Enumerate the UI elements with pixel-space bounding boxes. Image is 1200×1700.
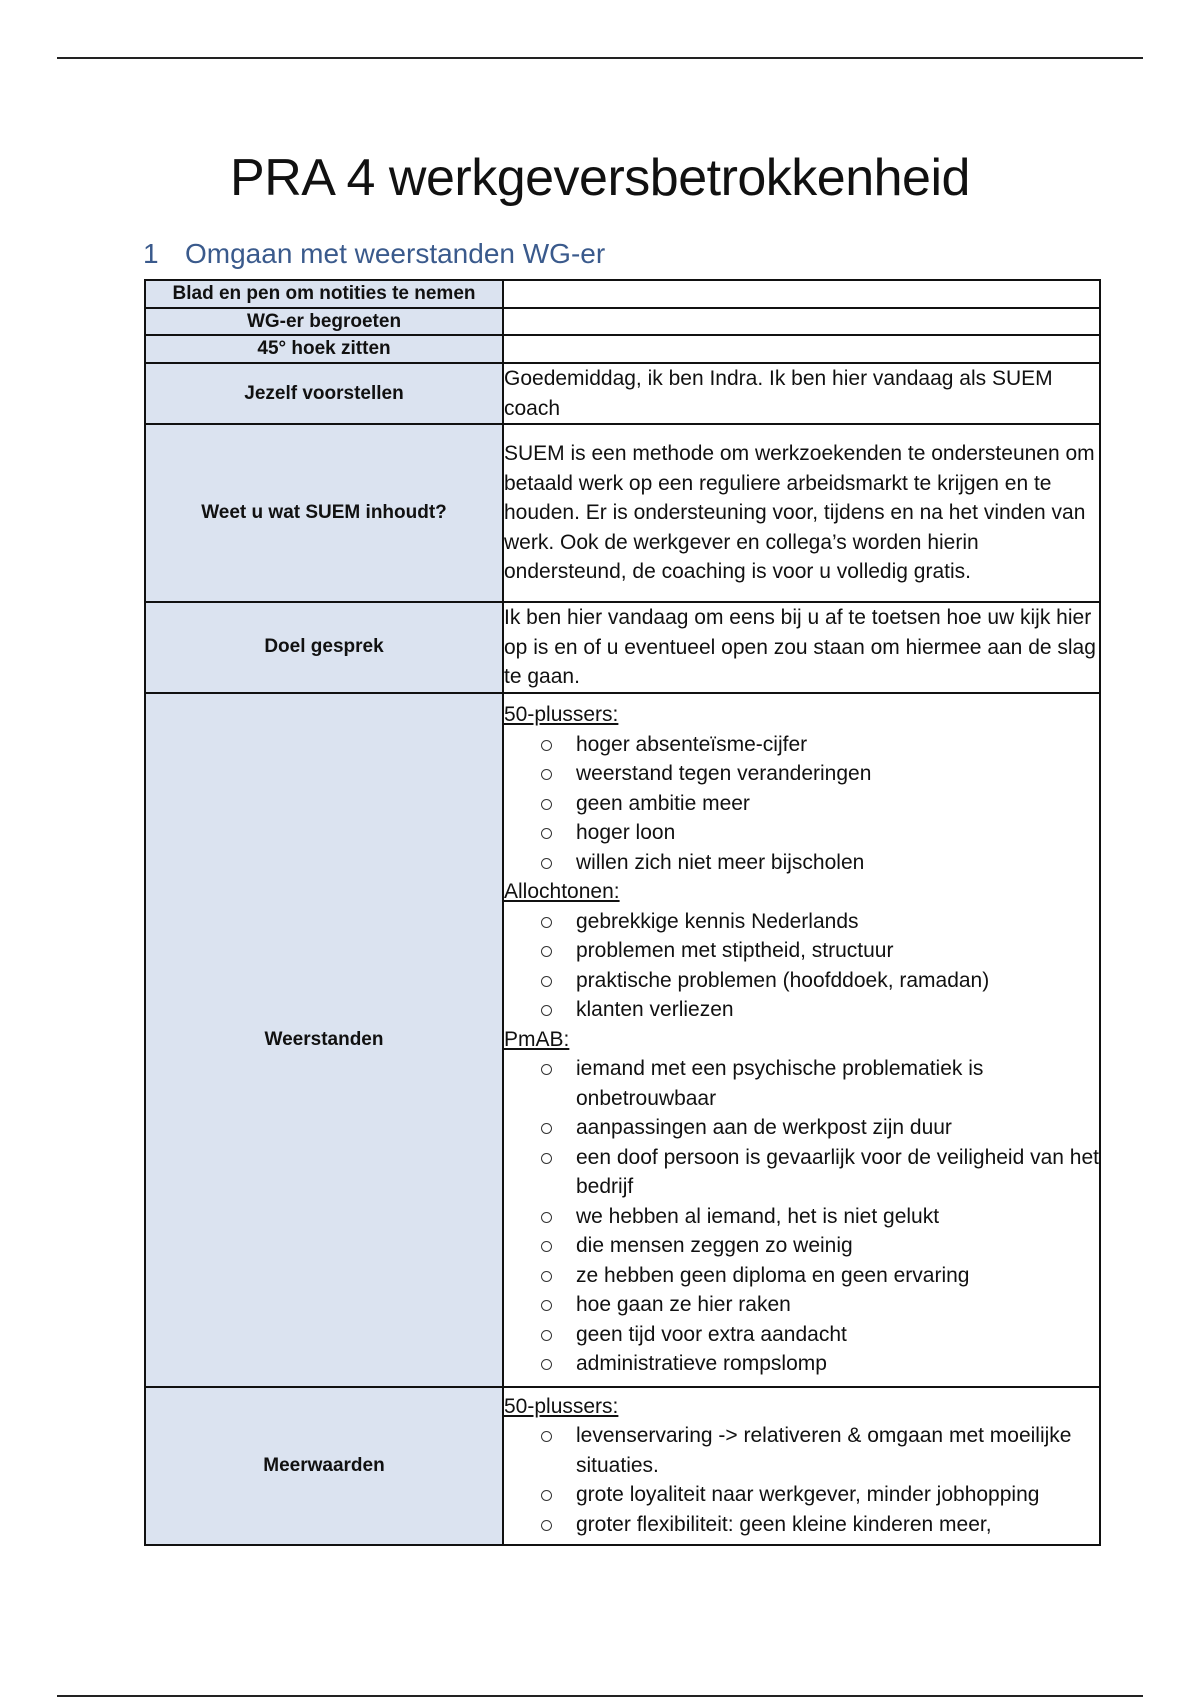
- circle-bullet-icon: [541, 1212, 552, 1223]
- row-value: [503, 693, 1100, 1387]
- circle-bullet-icon: [541, 1005, 552, 1016]
- table-row: [145, 1387, 1100, 1545]
- list-item-text: grote loyaliteit naar werkgever, minder jobhopping: [576, 1483, 1040, 1507]
- list-item: [541, 848, 1099, 878]
- row-value: [503, 308, 1100, 335]
- list-item: [541, 1349, 1099, 1379]
- list-item: [541, 730, 1099, 760]
- circle-bullet-icon: [541, 946, 552, 957]
- table-row: [145, 308, 1100, 335]
- group-heading: PmAB:: [504, 1027, 570, 1051]
- circle-bullet-icon: [541, 1064, 552, 1075]
- list-item: [541, 995, 1099, 1025]
- list-item-text: weerstand tegen veranderingen: [576, 762, 872, 786]
- section-number: 1: [143, 238, 159, 269]
- list-item-text: hoger absenteïsme-cijfer: [576, 732, 808, 756]
- group-heading: 50-plussers:: [504, 1394, 619, 1418]
- list-item: [541, 1510, 1099, 1540]
- bullet-list: [504, 1054, 1099, 1379]
- table-row: [145, 280, 1100, 308]
- circle-bullet-icon: [541, 1241, 552, 1252]
- circle-bullet-icon: [541, 1431, 552, 1442]
- list-item: [541, 1143, 1099, 1202]
- circle-bullet-icon: [541, 976, 552, 987]
- list-item-text: aanpassingen aan de werkpost zijn duur: [576, 1116, 952, 1140]
- circle-bullet-icon: [541, 1271, 552, 1282]
- list-item-text: willen zich niet meer bijscholen: [576, 850, 865, 874]
- section-heading: [143, 238, 605, 270]
- list-item-text: levenservaring -> relativeren & omgaan met moeilijke situaties.: [576, 1424, 1072, 1477]
- circle-bullet-icon: [541, 1300, 552, 1311]
- bullet-list: [504, 730, 1099, 878]
- page-title: PRA 4 werkgeversbetrokkenheid: [230, 149, 970, 207]
- list-item: [541, 1054, 1099, 1113]
- circle-bullet-icon: [541, 1520, 552, 1531]
- list-item: [541, 759, 1099, 789]
- list-item: [541, 966, 1099, 996]
- list-item-text: we hebben al iemand, het is niet gelukt: [576, 1204, 940, 1228]
- checklist-table: [144, 279, 1101, 1546]
- row-text: Ik ben hier vandaag om eens bij u af te toetsen hoe uw kijk hier op is en of u eventueel open zou staan om hiermee aan de slag te gaan.: [504, 606, 1096, 688]
- circle-bullet-icon: [541, 1123, 552, 1134]
- list-item-text: geen ambitie meer: [576, 791, 750, 815]
- list-item: [541, 1202, 1099, 1232]
- row-label: Meerwaarden: [145, 1387, 503, 1545]
- row-label: Doel gesprek: [145, 602, 503, 693]
- list-item: [541, 789, 1099, 819]
- row-text: SUEM is een methode om werkzoekenden te ondersteunen om betaald werk op een reguliere arbeidsmarkt te krijgen en te houden. Er is ondersteuning voor, tijdens en na het vinden van werk. Ook de werkgever en collega’s worden hierin ondersteund, de coaching is voor u volledig gratis.: [504, 442, 1095, 584]
- row-value: [503, 335, 1100, 363]
- circle-bullet-icon: [541, 740, 552, 751]
- row-text: Goedemiddag, ik ben Indra. Ik ben hier vandaag als SUEM coach: [504, 367, 1053, 420]
- circle-bullet-icon: [541, 1490, 552, 1501]
- row-value: [503, 602, 1100, 693]
- list-item: [541, 1421, 1099, 1480]
- list-item: [541, 1113, 1099, 1143]
- circle-bullet-icon: [541, 1330, 552, 1341]
- circle-bullet-icon: [541, 1359, 552, 1370]
- row-label: Jezelf voorstellen: [145, 363, 503, 424]
- bullet-list: [504, 907, 1099, 1025]
- list-item-text: die mensen zeggen zo weinig: [576, 1234, 853, 1258]
- row-value: [503, 1387, 1100, 1545]
- list-item-text: hoe gaan ze hier raken: [576, 1293, 791, 1317]
- list-item-text: administratieve rompslomp: [576, 1352, 827, 1376]
- header-rule: [57, 57, 1143, 59]
- row-value: [503, 424, 1100, 602]
- list-item-text: een doof persoon is gevaarlijk voor de veiligheid van het bedrijf: [576, 1145, 1100, 1199]
- circle-bullet-icon: [541, 828, 552, 839]
- list-item-text: ze hebben geen diploma en geen ervaring: [576, 1263, 970, 1287]
- list-item: [541, 1320, 1099, 1350]
- list-item-text: iemand met een psychische problematiek is onbetrouwbaar: [576, 1057, 984, 1110]
- list-item: [541, 818, 1099, 848]
- circle-bullet-icon: [541, 858, 552, 869]
- circle-bullet-icon: [541, 799, 552, 810]
- row-label: Weet u wat SUEM inhoudt?: [145, 424, 503, 602]
- footer-rule: [57, 1695, 1143, 1697]
- bullet-list: [504, 1421, 1099, 1539]
- row-value: [503, 280, 1100, 308]
- list-item: [541, 1290, 1099, 1320]
- list-item: [541, 1231, 1099, 1261]
- circle-bullet-icon: [541, 769, 552, 780]
- list-item-text: groter flexibiliteit: geen kleine kinderen meer,: [576, 1512, 992, 1536]
- list-item-text: problemen met stiptheid, structuur: [576, 939, 894, 963]
- circle-bullet-icon: [541, 1153, 552, 1164]
- row-value: [503, 363, 1100, 424]
- table-row: [145, 335, 1100, 363]
- list-item-text: hoger loon: [576, 821, 676, 845]
- row-label: 45° hoek zitten: [145, 335, 503, 363]
- row-label: Weerstanden: [145, 693, 503, 1387]
- list-item-text: gebrekkige kennis Nederlands: [576, 909, 859, 933]
- list-item-text: geen tijd voor extra aandacht: [576, 1322, 847, 1346]
- list-item-text: klanten verliezen: [576, 998, 734, 1022]
- list-item: [541, 936, 1099, 966]
- table-row: [145, 602, 1100, 693]
- table-row: [145, 363, 1100, 424]
- row-label: Blad en pen om notities te nemen: [145, 280, 503, 308]
- group-heading: Allochtonen:: [504, 880, 620, 904]
- list-item-text: praktische problemen (hoofddoek, ramadan): [576, 968, 990, 992]
- circle-bullet-icon: [541, 917, 552, 928]
- section-title: Omgaan met weerstanden WG-er: [185, 238, 606, 269]
- row-label: WG-er begroeten: [145, 308, 503, 335]
- list-item: [541, 907, 1099, 937]
- table-row: [145, 693, 1100, 1387]
- list-item: [541, 1480, 1099, 1510]
- table-row: [145, 424, 1100, 602]
- group-heading: 50-plussers:: [504, 703, 619, 727]
- list-item: [541, 1261, 1099, 1291]
